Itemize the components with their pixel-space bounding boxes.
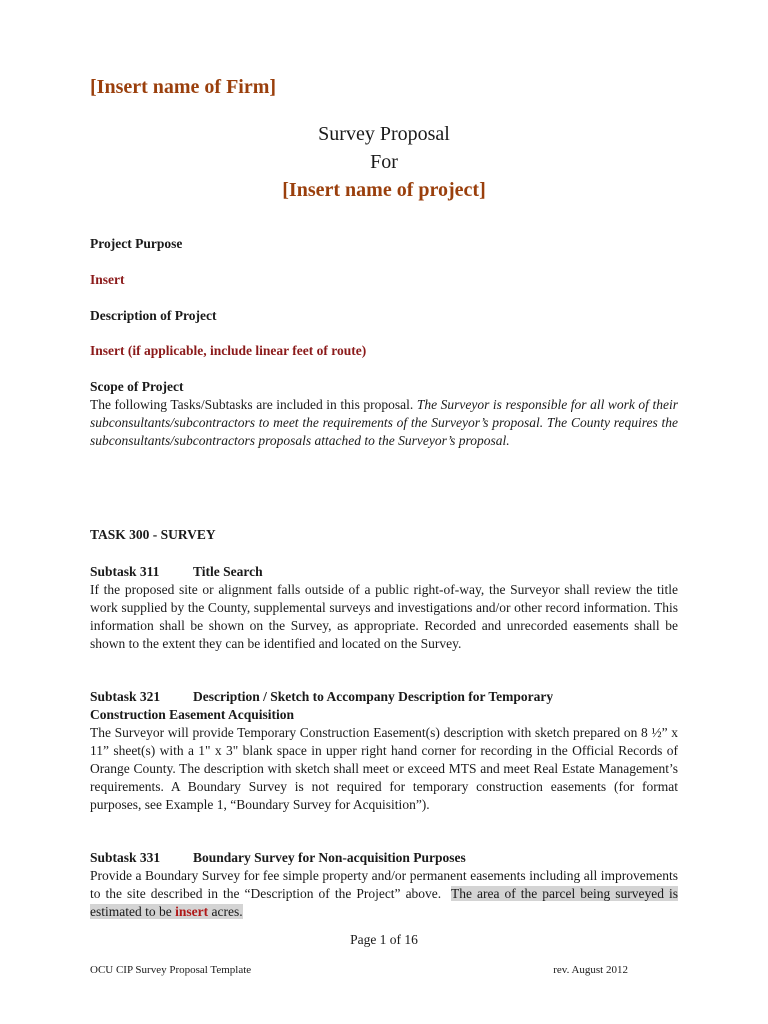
highlight-pre: The area of the parcel being surveyed is estimated to be: [90, 886, 679, 919]
scope-text-italic: The Surveyor is responsible for all work of their subconsultants/subcontractors to meet the requirements of the Surveyor’s proposal. The County requires the subconsultants/subcontractors proposals attached to the Surveyor’s proposal.: [90, 397, 678, 448]
firm-name-placeholder: [Insert name of Firm]: [90, 76, 277, 98]
subtask-331-body-text: Provide a Boundary Survey for fee simple property and/or permanent easements including all improvements to the site described in the “Description of the Project” above.: [90, 868, 678, 901]
title-line-1: Survey Proposal: [318, 123, 450, 145]
title-block: [90, 120, 678, 204]
document-page: [90, 0, 678, 1024]
scope-paragraph: [90, 396, 678, 450]
subtask-title: Description / Sketch to Accompany Description for Temporary: [193, 689, 554, 704]
title-line-2: For: [370, 151, 398, 173]
footer-template-name: OCU CIP Survey Proposal Template: [90, 964, 252, 976]
insert-placeholder: insert: [175, 904, 209, 919]
subtask-311-heading: [90, 563, 678, 581]
description-label: Description of Project: [90, 308, 217, 323]
task-heading: TASK 300 - SURVEY: [90, 527, 216, 542]
project-purpose-value: Insert: [90, 272, 125, 287]
subtask-311-body: If the proposed site or alignment falls outside of a public right-of-way, the Surveyor shall review the title work supplied by the County, supplemental surveys and investigations and/or other record information. This information shall be shown on the Survey, as appropriate. Recorded and unrecorded easements shall be shown to the extent they can be identified and located on the Survey.: [90, 582, 678, 651]
description-value: Insert (if applicable, include linear feet of route): [90, 343, 367, 358]
subtask-321-body: The Surveyor will provide Temporary Construction Easement(s) description with sketch prepared on 8 ½” x 11” sheet(s) with a 1" x 3" blank space in upper right hand corner for recording in the Official Records of Orange County. The description with sketch shall meet or exceed MTS and meet Real Estate Management’s requirements. A Boundary Survey is not required for temporary construction easements (for format purposes, see Example 1, “Boundary Survey for Acquisition”).: [90, 725, 678, 812]
subtask-number: Subtask 331: [90, 850, 161, 865]
highlight-post: acres.: [211, 904, 243, 919]
subtask-number: Subtask 311: [90, 564, 160, 579]
subtask-331-body: [90, 867, 678, 921]
scope-label: Scope of Project: [90, 379, 184, 394]
project-name-placeholder: [Insert name of project]: [282, 179, 486, 201]
subtask-title: Boundary Survey for Non-acquisition Purposes: [193, 850, 466, 865]
subtask-title-continued: Construction Easement Acquisition: [90, 707, 295, 722]
subtask-number: Subtask 321: [90, 689, 161, 704]
subtask-321-heading: [90, 688, 678, 724]
project-purpose-label: Project Purpose: [90, 236, 183, 251]
footer-revision: rev. August 2012: [553, 964, 628, 976]
page-number: Page 1 of 16: [350, 932, 418, 947]
subtask-331-heading: [90, 849, 678, 867]
subtask-title: Title Search: [193, 564, 263, 579]
scope-text-plain: The following Tasks/Subtasks are included in this proposal.: [90, 397, 414, 412]
